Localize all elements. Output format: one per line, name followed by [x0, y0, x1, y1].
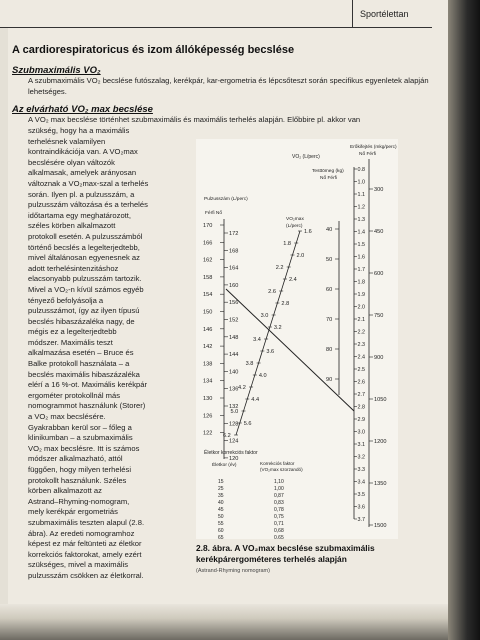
body-line: mely kerékpár ergometriás — [28, 507, 118, 517]
body-line: során. Ilyen pl. a pulzusszám, a — [28, 189, 135, 199]
work-label: 1350 — [374, 481, 387, 487]
vo2max-label: 5.0 — [230, 409, 239, 415]
vo2max-label: 4.0 — [258, 373, 267, 379]
vo2-label: 2.6 — [357, 379, 365, 386]
work-label: 1050 — [374, 397, 387, 403]
hr-label-male: 162 — [203, 257, 213, 264]
table-cell-age: 50 — [218, 514, 224, 520]
vo2-label: 2.4 — [357, 354, 365, 361]
hr-label-male: 142 — [203, 344, 213, 351]
vo2-label: 1.7 — [357, 267, 365, 273]
subsection-heading-1: Szubmaximális VO₂ — [12, 65, 101, 76]
hr-label-male: 126 — [203, 413, 213, 420]
body-line: ábra). Az eredeti nomogramhoz — [28, 528, 135, 538]
section-title: A cardiorespiratoricus és izom állóképesség becslése — [12, 44, 295, 56]
running-header: Sportélettan — [360, 9, 409, 19]
vo2-label: 1.2 — [357, 204, 365, 211]
subsection-2-body — [28, 126, 190, 582]
hr-label-female: 164 — [229, 265, 239, 272]
hr-label-female: 168 — [229, 248, 239, 255]
hr-label-male: 150 — [203, 309, 213, 316]
body-line: Gyakrabban kerül sor – főleg a — [28, 422, 132, 432]
vo2-label: 3.4 — [357, 479, 365, 486]
vo2-label: 2.3 — [357, 342, 365, 348]
body-line: becslés hibaszázaléka nagy, de — [28, 316, 135, 326]
vo2max-label: 3.6 — [266, 349, 275, 355]
body-line: adott terhelésintenzitáshoz — [28, 263, 119, 273]
body-line: széles körben alkalmazott — [28, 221, 116, 231]
body-line: korrekciós faktorokat, amely ezért — [28, 549, 142, 559]
body-line: protokoll esetén. A pulzusszámból — [28, 231, 143, 241]
figure-caption: 2.8. ábra. A VO₂max becslése szubmaximális kerékpárergométeres terhelés alapján — [196, 543, 375, 564]
body-line: terhelésnek valamilyen — [28, 136, 106, 146]
body-line: pulzusszám változása és a terhelés — [28, 200, 148, 210]
vo2max-label: 2.2 — [275, 265, 284, 271]
table-cell-age: 60 — [218, 528, 224, 534]
example-reading-line — [226, 289, 354, 411]
table-cell-age: 35 — [218, 493, 224, 499]
vo2-label: 0.8 — [357, 167, 365, 173]
hr-label-male: 134 — [203, 378, 213, 385]
vo2max-label: 2.8 — [281, 301, 290, 307]
header-divider — [352, 0, 353, 28]
weight-label: 40 — [326, 227, 333, 233]
work-subheader: Nő Férfi — [359, 152, 377, 157]
hr-label-male: 166 — [203, 240, 213, 247]
vo2-header: VO₂ (L/perc) — [292, 154, 320, 160]
page-gutter — [0, 28, 8, 604]
vo2-label: 3.2 — [357, 454, 365, 461]
body-line: Balke protokoll használata – a — [28, 359, 130, 369]
work-header: Erőkifejtés (mkg/perc) — [350, 145, 397, 150]
vo2max-label: 1.8 — [283, 241, 292, 247]
vo2max-label: 3.2 — [273, 325, 282, 331]
vo2-label: 1.4 — [357, 229, 365, 236]
vo2-label: 1.9 — [357, 292, 365, 298]
vo2max-label: 3.0 — [260, 313, 269, 319]
vo2max-label: 2.4 — [288, 277, 297, 283]
figure-source: (Astrand-Rhyming nomogram) — [196, 568, 270, 574]
work-label: 1200 — [374, 439, 387, 445]
table-cell-age: 65 — [218, 535, 224, 539]
vo2max-label: 5.6 — [243, 421, 252, 427]
hr-label-female: 156 — [229, 300, 239, 307]
vo2max-label: 2.0 — [296, 253, 305, 259]
body-line: történő becslés a legelterjedtebb, — [28, 242, 140, 252]
body-line: változnak a VO₂max-szal a terhelés — [28, 178, 149, 188]
body-line: körben alkalmazott az — [28, 486, 102, 496]
table-header-factor-line1: Korrekciós faktor — [260, 461, 295, 466]
vo2-label: 2.0 — [357, 304, 365, 311]
table-cell-factor: 0,75 — [274, 514, 284, 520]
body-line: módszer. Maximális teszt — [28, 337, 113, 347]
body-line: Mivel a VO₂-n kívül számos egyéb — [28, 284, 144, 294]
hr-header: Pulzusszám (L/perc) — [204, 197, 248, 202]
body-line: pulzusszámot, így az ilyen típusú — [28, 306, 140, 316]
vo2-label: 3.5 — [357, 492, 365, 498]
table-header-age: Életkor (év) — [212, 463, 237, 468]
hr-label-female: 132 — [229, 404, 239, 410]
vo2-label: 1.8 — [357, 279, 365, 286]
bleed-through-strip — [0, 604, 448, 640]
vo2-label: 3.0 — [357, 429, 365, 436]
table-cell-factor: 0,68 — [274, 528, 284, 534]
vo2-label: 1.6 — [357, 254, 365, 261]
body-line: klinikumban – a szubmaximális — [28, 433, 133, 443]
header-rule — [0, 27, 432, 28]
body-line: mivel általánosan egyenesnek az — [28, 253, 140, 263]
work-label: 300 — [374, 187, 384, 193]
body-line: elacsonyabb pulzusszám tartozik. — [28, 274, 142, 284]
vo2-label: 2.2 — [357, 329, 365, 336]
table-title: Életkor korrekciós faktor — [204, 450, 258, 456]
vo2-label: 2.1 — [357, 317, 365, 323]
table-cell-factor: 0,71 — [274, 521, 284, 527]
table-cell-age: 40 — [218, 500, 224, 506]
weight-label: 60 — [326, 287, 333, 293]
vo2-label: 3.1 — [357, 442, 365, 448]
vo2max-label: 3.4 — [253, 337, 261, 343]
hr-label-female: 160 — [229, 282, 239, 289]
body-line: VO₂ max becslésre. Itt is számos — [28, 443, 140, 453]
work-label: 1500 — [374, 523, 387, 529]
body-line: szubmaximális teszten alapul (2.8. — [28, 517, 145, 527]
subsection-1-text: A szubmaximális VO₂ becslése futószalag, kerékpár, kar-ergometria és lépcsőteszt során specifikus egyenletek alapján lehetséges. — [28, 76, 429, 96]
body-line: mégis ez a legelterjedtebb — [28, 327, 117, 337]
table-cell-factor: 0,87 — [274, 493, 284, 499]
hr-label-male: 170 — [203, 223, 213, 229]
hr-subheader: Férfi Nő — [205, 211, 223, 216]
body-line: képest ez már feltünteti az életkor — [28, 539, 142, 549]
vo2-label: 3.7 — [357, 517, 365, 523]
weight-label: 50 — [326, 257, 333, 263]
body-line: pulzusszám csökken az életkorral. — [28, 570, 144, 580]
hr-label-female: 124 — [229, 438, 239, 445]
weight-label: 90 — [326, 377, 333, 383]
vo2max-header-line2: (L/perc) — [286, 224, 303, 229]
body-line: nomogrammot használunk (Storer) — [28, 401, 146, 411]
body-line: protokollt használunk. Széles — [28, 475, 127, 485]
subsection-heading-2: Az elvárható VO₂ max becslése — [12, 104, 153, 115]
vo2-label: 1.0 — [357, 179, 365, 186]
body-line: módszer alkalmazható, attól — [28, 454, 123, 464]
hr-label-female: 120 — [229, 455, 239, 462]
body-line: szükség, hogy ha a maximális — [28, 126, 130, 135]
vo2-label: 1.3 — [357, 217, 365, 223]
work-label: 900 — [374, 355, 384, 361]
hr-label-female: 136 — [229, 386, 239, 393]
vo2-label: 2.8 — [357, 404, 365, 411]
vo2max-label: 2.6 — [268, 289, 276, 295]
table-cell-age: 15 — [218, 479, 224, 485]
body-line: függően, hogy milyen terhelési — [28, 465, 132, 474]
body-line: elérí a 16 %-ot. Maximális kerékpár — [28, 380, 148, 390]
hr-label-male: 158 — [203, 274, 213, 281]
body-line: becslés maximális hibaszázaléka — [28, 369, 140, 379]
body-line: becslésére olyan változók — [28, 157, 115, 167]
vo2max-label: 4.4 — [251, 397, 260, 403]
hr-label-female: 172 — [229, 231, 239, 237]
vo2max-header-line1: VO₂max — [286, 217, 304, 222]
table-header-factor-line2: (VO₂max szorzandó) — [260, 467, 303, 472]
vo2-label: 3.6 — [357, 504, 365, 511]
table-cell-age: 55 — [218, 521, 224, 527]
hr-label-male: 122 — [203, 430, 213, 437]
body-line: időtartama egy meghatározott, — [28, 210, 131, 220]
vo2-label: 1.5 — [357, 242, 365, 248]
hr-label-female: 140 — [229, 369, 239, 376]
hr-label-male: 154 — [203, 292, 213, 299]
nomogram-figure — [196, 139, 398, 539]
vo2max-label: 1.6 — [304, 229, 312, 235]
vo2-label: 2.9 — [357, 417, 365, 423]
hr-label-male: 130 — [203, 396, 213, 402]
table-cell-factor: 1,00 — [274, 486, 284, 492]
body-line: szükséges, mivel a maximális — [28, 560, 129, 570]
table-cell-age: 25 — [218, 486, 224, 492]
nomogram-svg — [196, 139, 398, 539]
vo2max-label: 4.2 — [238, 385, 246, 391]
table-cell-age: 45 — [218, 507, 224, 513]
body-line: tényező befolyásolja a — [28, 295, 104, 305]
work-label: 600 — [374, 271, 384, 277]
vo2max-label: 3.8 — [245, 361, 254, 367]
vo2-label: 2.5 — [357, 367, 365, 373]
hr-label-male: 138 — [203, 361, 213, 368]
subsection-2-intro: A VO₂ max becslése történhet szubmaximális és maximális terhelés alapján. Előbbire pl. akkor van — [28, 115, 361, 124]
hr-label-female: 152 — [229, 317, 239, 324]
page-edge-shadow — [448, 0, 480, 640]
body-line: ergométer protokollnál más — [28, 390, 121, 400]
body-line: Astrand–Rhyming-nomogram, — [28, 496, 130, 506]
body-line: alkalmazása esetén – Bruce és — [28, 348, 134, 358]
vo2-label: 3.3 — [357, 467, 365, 473]
vo2max-label: 6.2 — [223, 433, 231, 439]
weight-label: 80 — [326, 347, 333, 353]
table-cell-factor: 0,65 — [274, 535, 284, 539]
hr-label-male: 146 — [203, 326, 213, 333]
hr-label-female: 148 — [229, 334, 239, 341]
hr-label-female: 144 — [229, 352, 239, 359]
body-line: alkalmasak, amelyek arányosan — [28, 168, 137, 178]
table-cell-factor: 0,78 — [274, 507, 284, 513]
body-line: kontraindikációja van. A VO₂max — [28, 147, 138, 157]
body-line: a VO₂ max becslésére. — [28, 412, 106, 422]
work-label: 450 — [374, 229, 384, 235]
table-cell-factor: 1,10 — [274, 479, 284, 485]
weight-subheader: Nő Férfi — [320, 176, 338, 181]
vo2-label: 1.1 — [357, 192, 365, 198]
vo2max-axis-line — [236, 231, 300, 435]
weight-label: 70 — [326, 317, 333, 323]
table-cell-factor: 0,83 — [274, 500, 284, 506]
work-label: 750 — [374, 313, 384, 319]
weight-header: Testtömeg (kg) — [312, 169, 344, 174]
hr-label-female: 128 — [229, 421, 239, 428]
vo2-label: 2.7 — [357, 392, 365, 398]
